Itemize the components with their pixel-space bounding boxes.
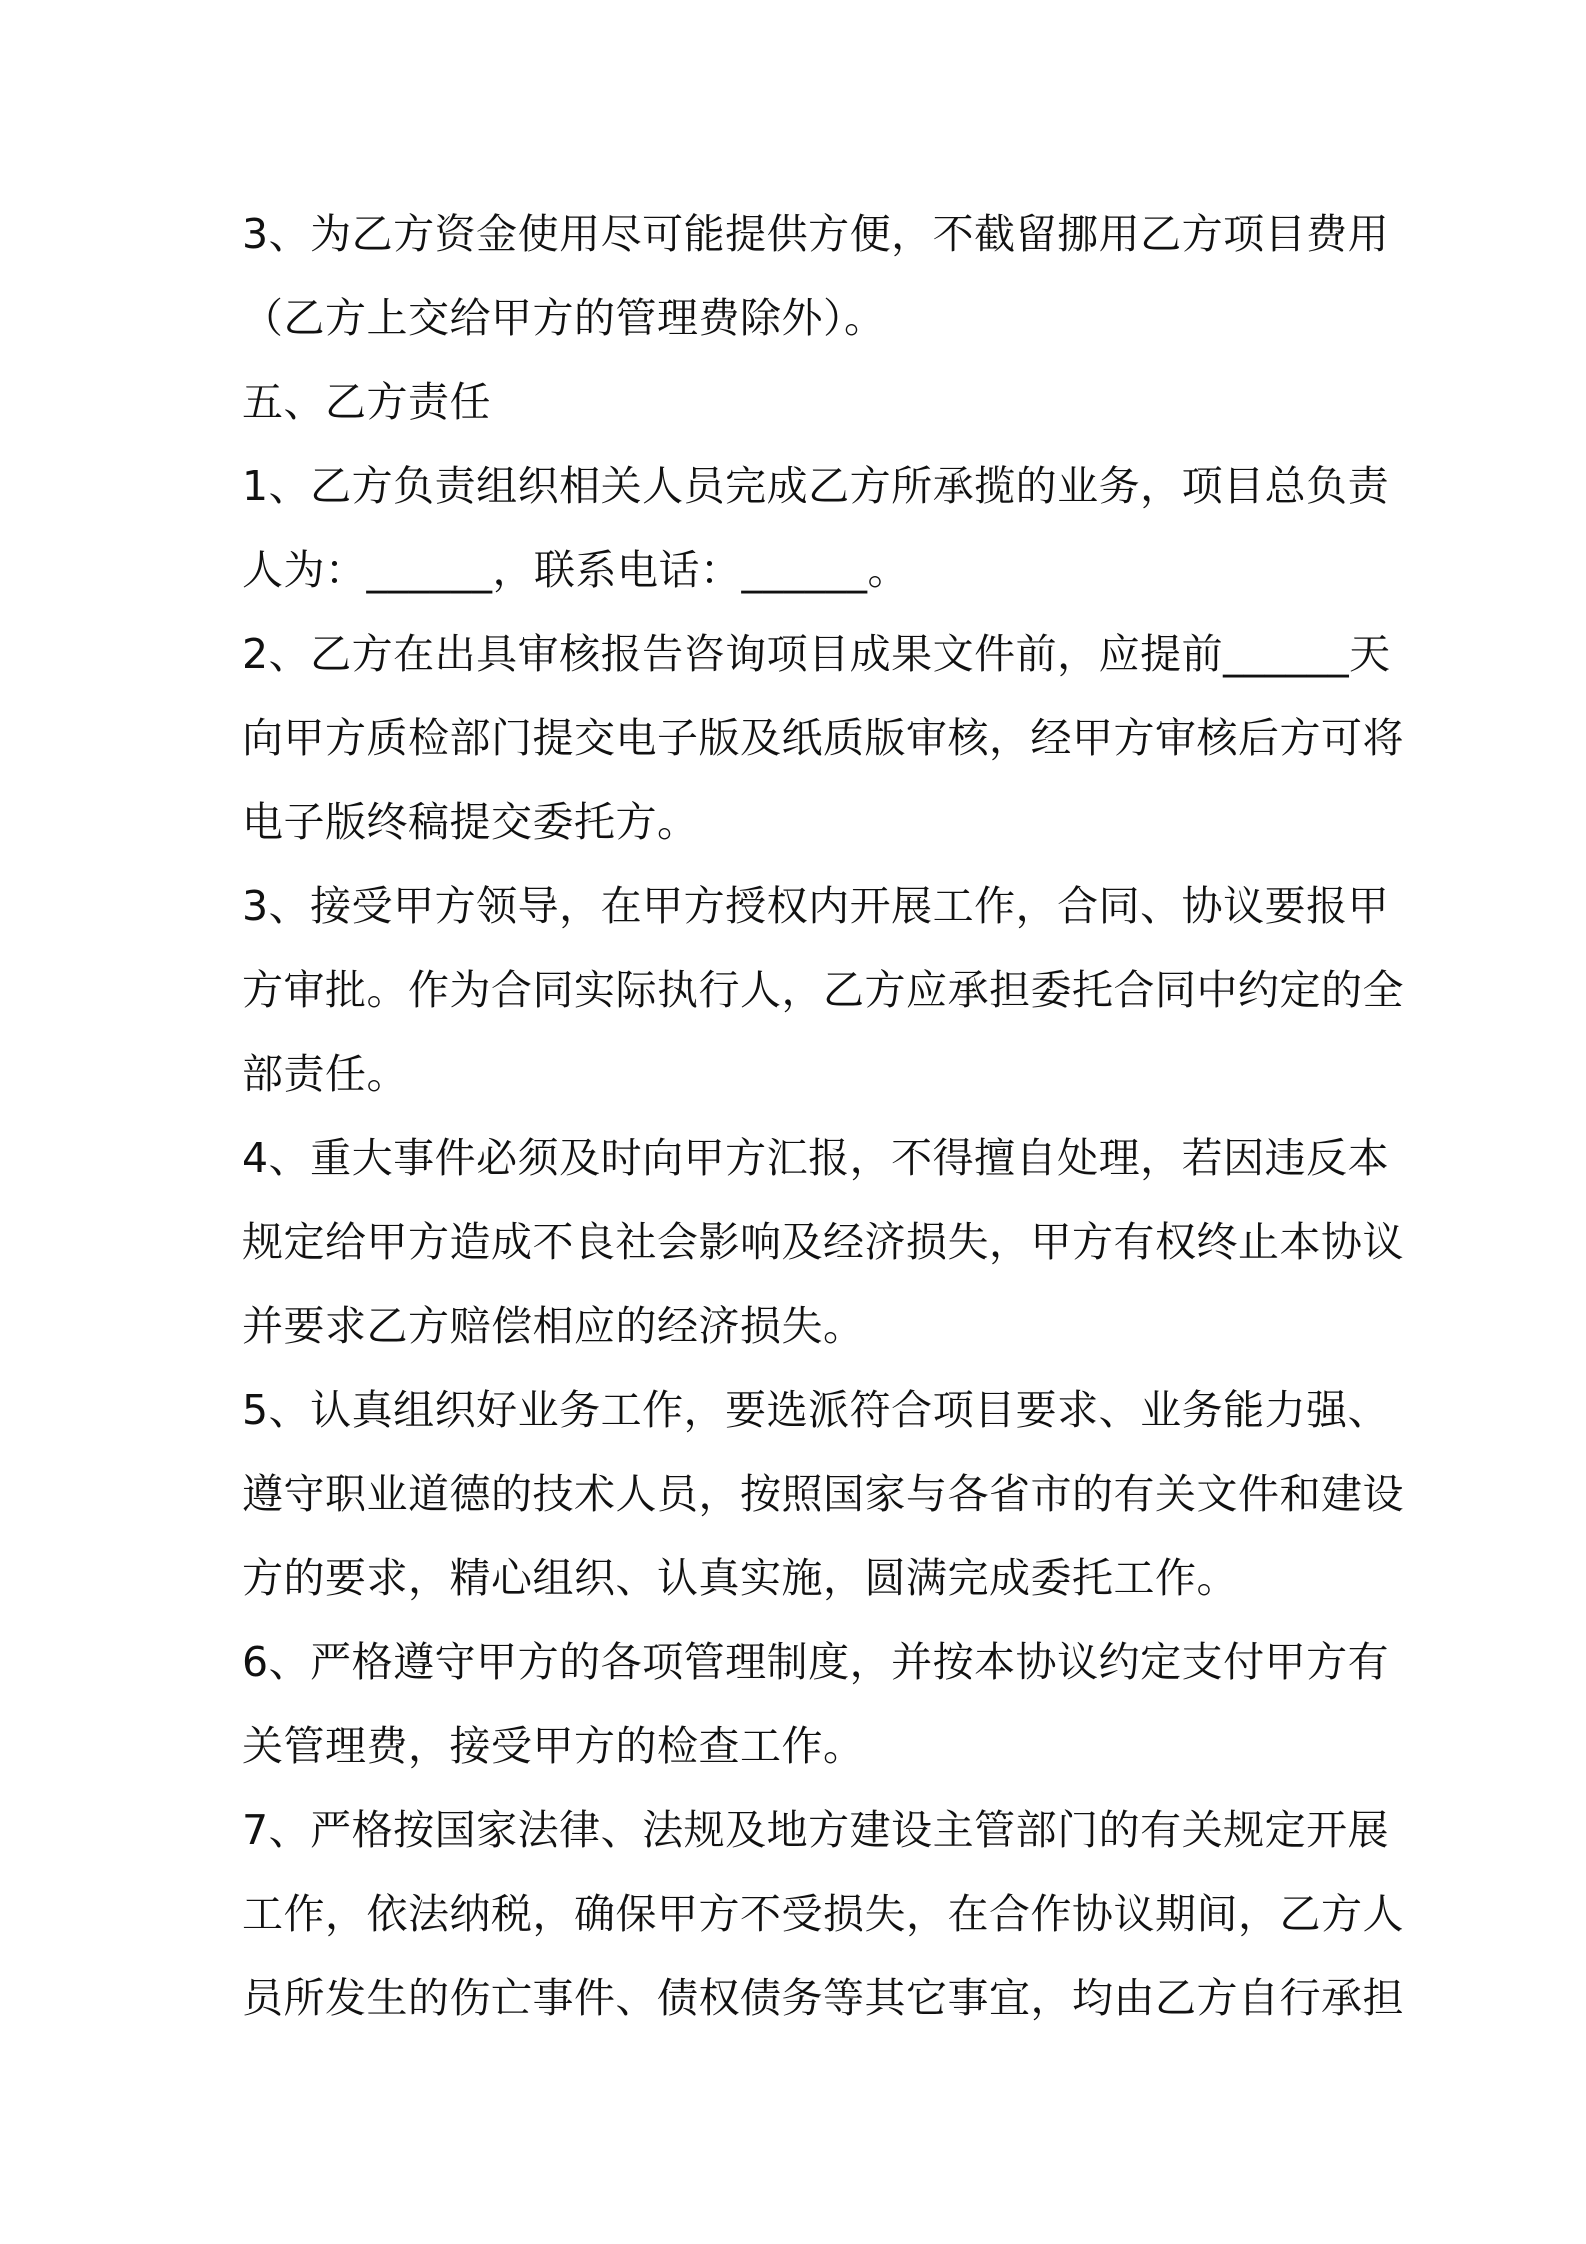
text-line: （乙方上交给甲方的管理费除外）。 [242,294,886,342]
text-line: 规定给甲方造成不良社会影响及经济损失，甲方有权终止本协议 [242,1218,1404,1266]
text-line: 员所发生的伤亡事件、债权债务等其它事宜，均由乙方自行承担 [242,1974,1404,2022]
text-line: 5、认真组织好业务工作，要选派符合项目要求、业务能力强、 [242,1386,1390,1434]
text-line: 3、接受甲方领导，在甲方授权内开展工作，合同、协议要报甲 [242,882,1390,930]
text-line: 人为：______，联系电话：______。 [242,546,909,594]
text-line: 遵守职业道德的技术人员，按照国家与各省市的有关文件和建设 [242,1470,1404,1518]
text-line: 2、乙方在出具审核报告咨询项目成果文件前，应提前______天 [242,630,1391,678]
text-line: 3、为乙方资金使用尽可能提供方便，不截留挪用乙方项目费用 [242,210,1390,258]
text-line: 关管理费，接受甲方的检查工作。 [242,1722,865,1770]
text-line: 方审批。作为合同实际执行人，乙方应承担委托合同中约定的全 [242,966,1404,1014]
text-line: 工作，依法纳税，确保甲方不受损失，在合作协议期间，乙方人 [242,1890,1404,1938]
text-line: 电子版终稿提交委托方。 [242,798,699,846]
text-line: 1、乙方负责组织相关人员完成乙方所承揽的业务，项目总负责 [242,462,1390,510]
text-line: 向甲方质检部门提交电子版及纸质版审核，经甲方审核后方可将 [242,714,1404,762]
section-heading: 五、乙方责任 [242,378,491,426]
document-body [242,192,1404,2040]
text-line: 方的要求，精心组织、认真实施，圆满完成委托工作。 [242,1554,1238,1602]
text-line: 4、重大事件必须及时向甲方汇报，不得擅自处理，若因违反本 [242,1134,1390,1182]
text-line: 6、严格遵守甲方的各项管理制度，并按本协议约定支付甲方有 [242,1638,1390,1686]
text-line: 7、严格按国家法律、法规及地方建设主管部门的有关规定开展 [242,1806,1390,1854]
text-line: 并要求乙方赔偿相应的经济损失。 [242,1302,865,1350]
text-line: 部责任。 [242,1050,408,1098]
